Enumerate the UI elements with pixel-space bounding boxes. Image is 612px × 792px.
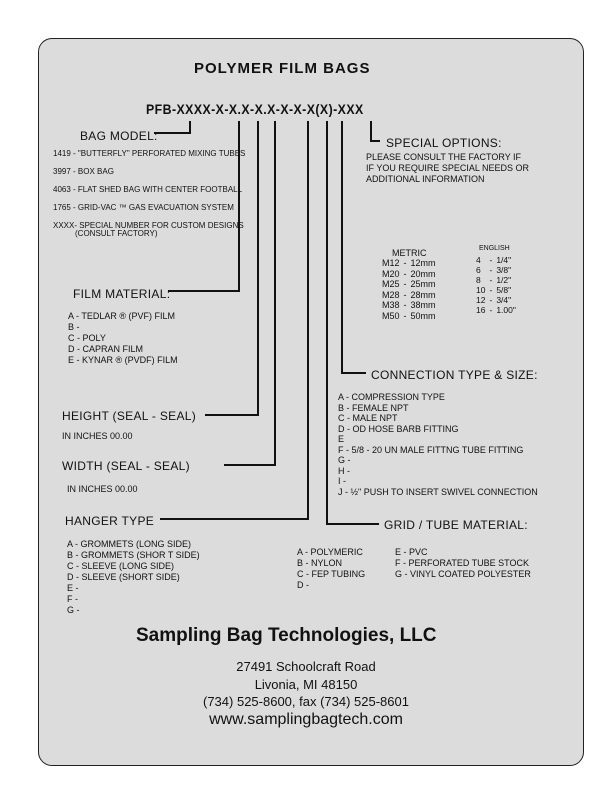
english-code: 8: [476, 275, 481, 285]
english-code: 16: [476, 305, 486, 315]
dash: -: [403, 289, 407, 300]
grid-item: D -: [297, 580, 309, 590]
grid-header: GRID / TUBE MATERIAL:: [384, 518, 528, 532]
metric-size: 38mm: [410, 300, 436, 310]
hanger-header: HANGER TYPE: [65, 514, 155, 528]
metric-size: 28mm: [410, 289, 436, 300]
grid-list-col2: [395, 547, 531, 580]
width-note: IN INCHES 00.00: [67, 484, 138, 494]
hanger-item: A - GROMMETS (LONG SIDE): [67, 539, 192, 549]
metric-code: M12: [382, 258, 400, 268]
connection-item: A - COMPRESSION TYPE: [338, 392, 445, 402]
english-size: 3/8": [496, 265, 512, 275]
connection-header: CONNECTION TYPE & SIZE:: [371, 368, 538, 382]
metric-code: M20: [382, 268, 400, 279]
connection-item: H -: [338, 465, 350, 476]
film-material-item: A - TEDLAR ® (PVF) FILM: [68, 311, 175, 321]
special-options-connector: [371, 121, 380, 141]
special-options-line: PLEASE CONSULT THE FACTORY IF: [366, 152, 522, 162]
bag-model-item: 4063 - FLAT SHED BAG WITH CENTER FOOTBALL: [53, 185, 243, 194]
english-code: 6: [476, 265, 481, 275]
english-size: 1/2": [496, 275, 512, 285]
english-code: 10: [476, 285, 486, 295]
hanger-item: D - SLEEVE (SHORT SIDE): [67, 572, 180, 582]
dash: -: [489, 295, 493, 305]
bag-model-connector: [154, 121, 190, 133]
dash: -: [403, 268, 407, 279]
metric-code: M50: [382, 310, 400, 321]
dash: -: [489, 265, 493, 275]
hanger-item: C - SLEEVE (LONG SIDE): [67, 561, 175, 571]
dash: -: [489, 305, 493, 315]
metric-size: 12mm: [410, 258, 436, 268]
part-number-code: PFB-XXXX-X-X.X-X.X-X-X-X(X)-XXX: [146, 101, 364, 117]
company-phone: (734) 525-8600, fax (734) 525-8601: [203, 694, 409, 709]
connection-connector: [342, 121, 366, 373]
hanger-item: F -: [67, 594, 78, 604]
metric-size: 20mm: [410, 268, 436, 279]
connection-item: F - 5/8 - 20 UN MALE FITTNG TUBE FITTING: [338, 444, 524, 455]
english-header: ENGLISH: [479, 245, 510, 252]
special-options-line: IF YOU REQUIRE SPECIAL NEEDS OR: [366, 163, 530, 173]
connection-item: D - OD HOSE BARB FITTING: [338, 423, 459, 434]
bag-model-header: BAG MODEL:: [80, 129, 158, 143]
dash: -: [403, 258, 407, 268]
bag-model-item: (CONSULT FACTORY): [75, 229, 158, 238]
company-website-link[interactable]: www.samplingbagtech.com: [209, 711, 403, 728]
hanger-item: G -: [67, 605, 80, 615]
bag-model-list: [53, 150, 245, 238]
grid-item: B - NYLON: [297, 558, 343, 568]
bag-model-item: 3997 - BOX BAG: [53, 167, 114, 176]
connection-item: G -: [338, 455, 351, 465]
special-options-text: [366, 152, 529, 185]
connection-item: E: [338, 434, 345, 444]
width-header: WIDTH (SEAL - SEAL): [62, 459, 190, 473]
special-options-header: SPECIAL OPTIONS:: [386, 136, 502, 150]
film-material-list: [68, 311, 178, 366]
bag-model-item: 1419 - "BUTTERFLY" PERFORATED MIXING TUBES: [53, 149, 246, 158]
company-street: 27491 Schoolcraft Road: [236, 659, 376, 674]
metric-size: 25mm: [410, 279, 436, 289]
dash: -: [403, 279, 407, 289]
grid-item: E - PVC: [395, 547, 428, 557]
dash: -: [489, 255, 493, 265]
metric-code: M25: [382, 279, 400, 289]
english-size: 5/8": [496, 285, 512, 295]
height-header: HEIGHT (SEAL - SEAL): [62, 409, 197, 423]
dash: -: [403, 310, 407, 321]
metric-size-table: [382, 258, 440, 321]
connection-item: J - ½" PUSH TO INSERT SWIVEL CONNECTION: [338, 486, 538, 497]
film-material-item: B -: [68, 322, 80, 332]
company-name: Sampling Bag Technologies, LLC: [136, 625, 437, 646]
grid-list-col1: [297, 547, 365, 591]
height-note: IN INCHES 00.00: [62, 431, 133, 441]
english-code: 4: [476, 255, 481, 265]
metric-code: M28: [382, 289, 400, 300]
page-title: POLYMER FILM BAGS: [194, 60, 371, 77]
special-options-line: ADDITIONAL INFORMATION: [366, 174, 485, 184]
company-city: Livonia, MI 48150: [254, 677, 358, 692]
grid-item: A - POLYMERIC: [297, 547, 363, 557]
connection-item: B - FEMALE NPT: [338, 402, 409, 413]
english-size: 1/4": [496, 255, 512, 265]
grid-item: G - VINYL COATED POLYESTER: [395, 569, 531, 579]
bag-model-item: XXXX- SPECIAL NUMBER FOR CUSTOM DESIGNS: [53, 221, 244, 230]
connection-list: [338, 392, 538, 497]
bag-model-item: 1765 - GRID-VAC ™ GAS EVACUATION SYSTEM: [53, 203, 234, 212]
hanger-list: [67, 539, 200, 616]
hanger-item: B - GROMMETS (SHOR T SIDE): [67, 550, 200, 560]
film-material-item: C - POLY: [68, 333, 106, 343]
grid-item: F - PERFORATED TUBE STOCK: [395, 558, 530, 568]
metric-size: 50mm: [410, 310, 436, 321]
english-code: 12: [476, 295, 486, 305]
connection-item: I -: [338, 476, 346, 486]
metric-header: METRIC: [392, 248, 427, 258]
film-material-item: E - KYNAR ® (PVDF) FILM: [68, 355, 178, 365]
english-size: 1.00": [496, 305, 516, 315]
hanger-item: E -: [67, 583, 79, 593]
grid-item: C - FEP TUBING: [297, 569, 366, 579]
metric-code: M38: [382, 300, 400, 310]
film-material-header: FILM MATERIAL:: [73, 287, 171, 301]
dash: -: [489, 285, 493, 295]
dash: -: [489, 275, 493, 285]
english-size: 3/4": [496, 295, 512, 305]
connection-item: C - MALE NPT: [338, 413, 398, 423]
english-size-table: [476, 255, 520, 315]
dash: -: [403, 300, 407, 310]
film-material-item: D - CAPRAN FILM: [68, 344, 144, 354]
